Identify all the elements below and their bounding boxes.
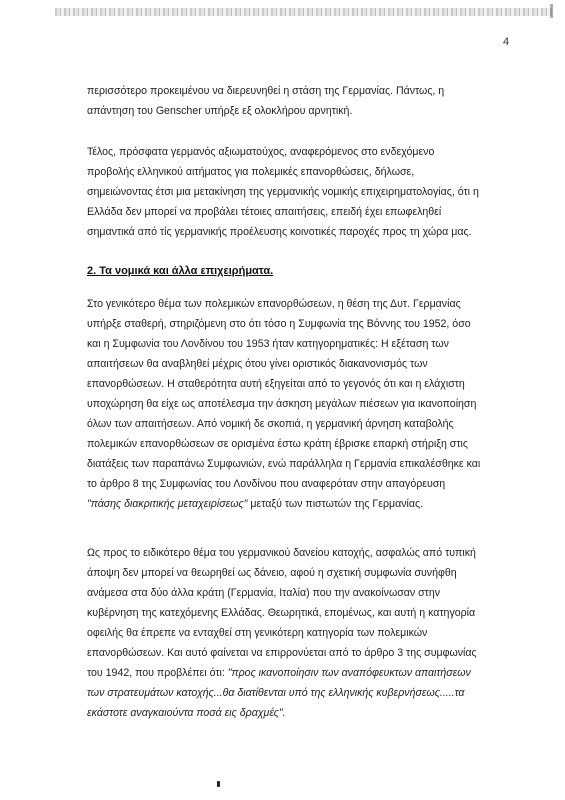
text-line: υποχώρηση θα είχε ως αποτέλεσμα την άσκηση μεγάλων πιέσεων για ικανοποίηση: [87, 398, 477, 410]
text-line-last: [87, 494, 496, 514]
page-number: 4: [503, 36, 510, 48]
text-line: άποψη δεν μπορεί να θεωρηθεί ως δάνειο, αφού η σχετική συμφωνία συνήφθη: [87, 567, 457, 579]
text-line-quote-start: [87, 663, 496, 683]
text-line: απαιτήσεων θα αναβληθεί μέχρις ότου γίνει οριστικός διακανονισμός των: [87, 358, 428, 370]
italic-quote: εκάστοτε αναγκαιούντα ποσά εις δραχμές".: [87, 707, 286, 719]
text-line: σημαντικά από τίς γερμανικής προέλευσης κοινοτικές παροχές προς τη χώρα μας.: [87, 226, 472, 238]
text-line-quote: [87, 683, 496, 703]
italic-quote: "πάσης διακριτικής μεταχειρίσεως": [87, 498, 248, 510]
text-line: υπήρξε σταθερή, στηριζόμενη στο ότι τόσο η Συμφωνία της Βόννης του 1952, όσο: [87, 318, 471, 330]
text-line: κυβέρνηση της κατεχόμενης Ελλάδας. Θεωρητικά, επομένως, και αυτή η κατηγορία: [87, 607, 476, 619]
text-line: Τέλος, πρόσφατα γερμανός αξιωματούχος, αναφερόμενος στο ενδεχόμενο: [87, 146, 435, 158]
text-line: περισσότερο προκειμένου να διερευνηθεί η στάση της Γερμανίας. Πάντως, η: [87, 85, 445, 97]
text-line-quote: [87, 703, 496, 723]
paragraph-2: [87, 142, 496, 242]
scan-edge-mark: [550, 4, 553, 18]
scan-speck: [217, 781, 220, 787]
text-line: Ως προς το ειδικότερο θέμα του γερμανικού δανείου κατοχής, ασφαλώς από τυπική: [87, 547, 476, 559]
text-line: απάντηση του Genscher υπήρξε εξ ολοκλήρου αρνητική.: [87, 105, 353, 117]
text-line: Στο γενικότερο θέμα των πολεμικών επανορθώσεων, η θέση της Δυτ. Γερμανίας: [87, 298, 461, 310]
paragraph-3: [87, 294, 496, 514]
section-heading: 2. Τα νομικά και άλλα επιχειρήματα.: [87, 265, 274, 277]
quote-intro: του 1942, που προβλέπει ότι:: [87, 667, 228, 679]
line-rest: μεταξύ των πιστωτών της Γερμανίας.: [247, 498, 424, 510]
text-line: επανορθώσεων. Η σταθερότητα αυτή εξηγείται από το γεγονός ότι και η ελάχιστη: [87, 378, 465, 390]
text-line: ανάμεσα στα δύο άλλα κράτη (Γερμανία, Ιταλία) που την ανακοίνωσαν στην: [87, 587, 441, 599]
text-line: σημειώνοντας έτσι μια μετακίνηση της γερμανικής νομικής επιχειρηματολογίας, ότι η: [87, 186, 479, 198]
paragraph-4: [87, 543, 496, 723]
text-line: το άρθρο 8 της Συμφωνίας του Λονδίνου που αναφερόταν στην απαγόρευση: [87, 478, 446, 490]
paragraph-1: [87, 81, 496, 121]
text-line: πολεμικών επανορθώσεων σε ορισμένα έστω κράτη έβρισκε επαρκή στήριξη στις: [87, 438, 468, 450]
text-line: διατάξεις των παραπάνω Συμφωνιών, ενώ παράλληλα η Γερμανία επικαλέσθηκε και: [87, 458, 481, 470]
italic-quote: των στρατευμάτων κατοχής...θα διατίθενται υπό της ελληνικής κυβερνήσεως.....τα: [87, 687, 465, 699]
text-line: οφειλής θα έπρεπε να ενταχθεί στη γενικότερη κατηγορία των πολεμικών: [87, 627, 428, 639]
text-line: προβολής ελληνικού αιτήματος για πολεμικές επανορθώσεις, δήλωσε,: [87, 166, 415, 178]
text-line: όλων των απαιτήσεων. Από νομική δε σκοπιά, η γερμανική άρνηση καταβολής: [87, 418, 454, 430]
text-line: και η Συμφωνία του Λονδίνου του 1953 ήταν κατηγορηματικές: Η εξέταση των: [87, 338, 449, 350]
scan-top-edge: [55, 8, 552, 16]
text-line: επανορθώσεων. Και αυτό φαίνεται να επιρρονύεται από το άρθρο 3 της συμφωνίας: [87, 647, 477, 659]
text-line: Ελλάδα δεν μπορεί να προβάλει τέτοιες απαιτήσεις, επειδή έχει επωφεληθεί: [87, 206, 442, 218]
italic-quote: "προς ικανοποίησιν των αναπόφευκτων απαιτήσεων: [227, 667, 471, 679]
